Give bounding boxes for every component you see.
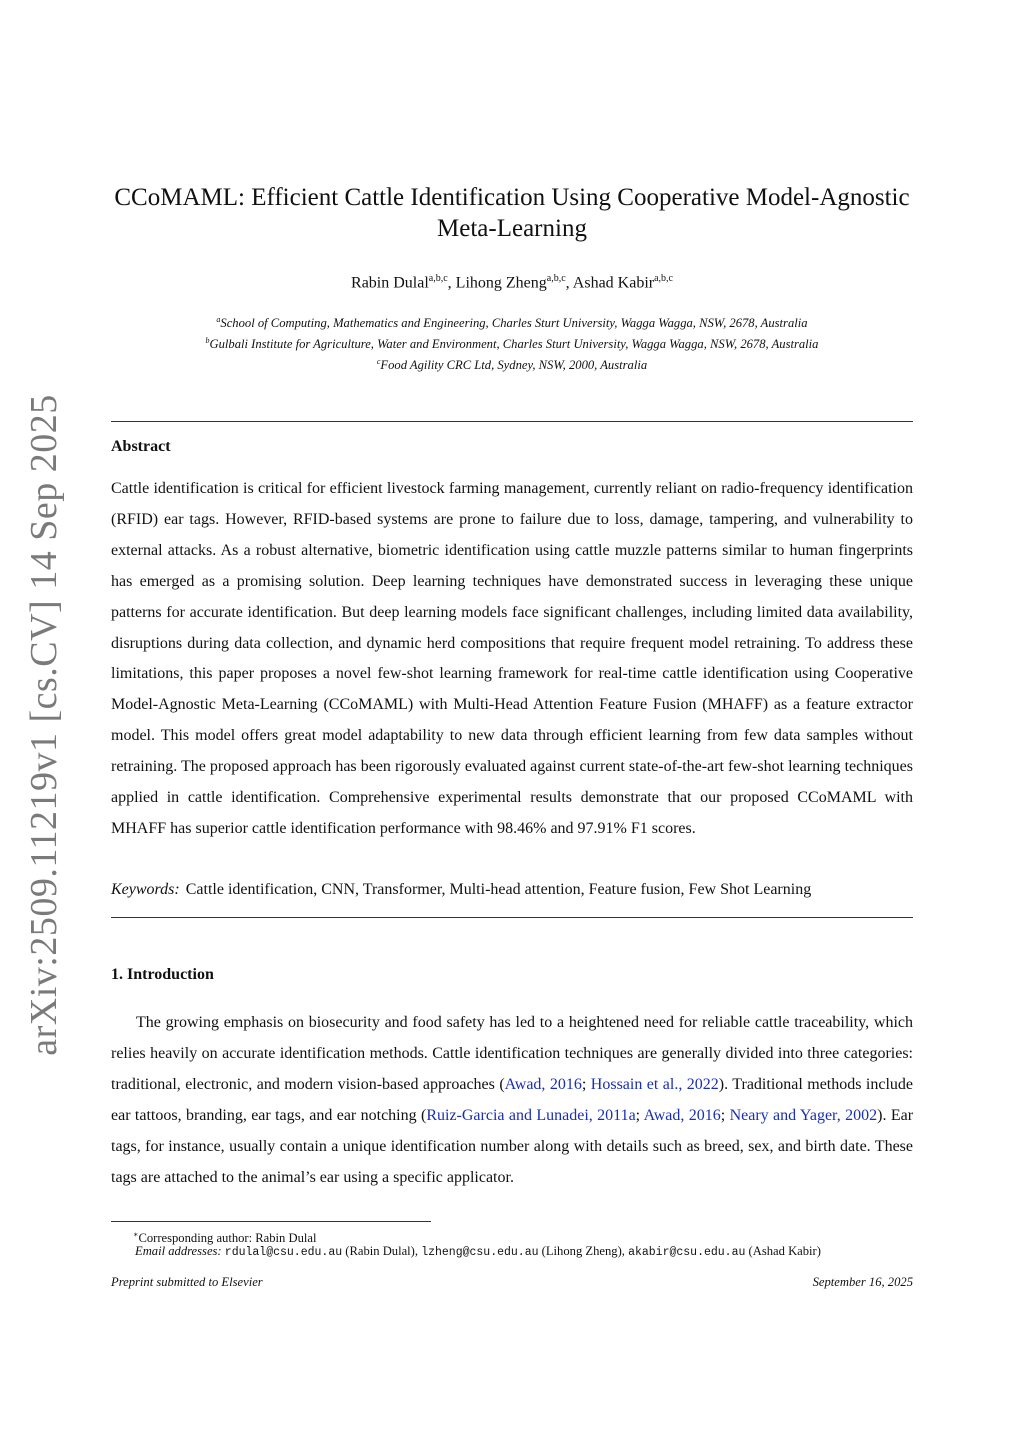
footer-submission-note: Preprint submitted to Elsevier — [111, 1275, 263, 1289]
corresponding-author-note: ∗Corresponding author: Rabin Dulal — [133, 1230, 317, 1246]
affiliation: $^c$Food Agility CRC Ltd, Sydney, NSW, 2000, Australia — [376, 357, 648, 373]
keywords-text: Cattle identification, CNN, Transformer, Multi-head attention, Feature fusion, Few Shot Learning — [185, 881, 812, 898]
citation-link[interactable]: Awad, 2016 — [504, 1075, 582, 1093]
affiliation: $^a$School of Computing, Mathematics and Engineering, Charles Sturt University, Wagga Wagga, NSW, 2678, Australia — [216, 315, 808, 331]
paper-title: CCoMAML: Efficient Cattle Identification Using Cooperative Model-Agnostic Meta-Learning — [114, 184, 910, 242]
arxiv-stamp: arXiv:2509.11219v1 [cs.CV] 14 Sep 2025 — [23, 394, 65, 1056]
introduction-heading: 1. Introduction — [111, 966, 214, 983]
introduction-paragraph: The growing emphasis on biosecurity and food safety has led to a heightened need for reliable cattle traceability, which relies heavily on accurate identification methods. Cattle identification techniques are generally divided into three categories: traditional, electronic, and modern vision-based approaches (Awad, 2016; Hossain et al., 2022). Traditional methods include ear tattoos, branding, ear tags, and ear notching (Ruiz-Garcia and Lunadei, 2011a; Awad, 2016; Neary and Yager, 2002). Ear tags, for instance, usually contain a unique identification number along with details such as breed, sex, and birth date. These tags are attached to the animal’s ear using a specific applicator. — [111, 1014, 914, 1186]
email-addresses: Email addresses: rdulal@csu.edu.au (Rabin Dulal), lzheng@csu.edu.au (Lihong Zheng), akabir@csu.edu.au (Ashad Kabir) — [135, 1244, 821, 1259]
abstract-top-rule — [111, 421, 913, 422]
affiliation-list — [100, 311, 924, 375]
author-affil-marks: a,b,c — [654, 273, 673, 284]
email-link[interactable]: akabir@csu.edu.au — [628, 1246, 746, 1259]
email-link[interactable]: lzheng@csu.edu.au — [421, 1246, 539, 1259]
citation-link[interactable]: Awad, 2016 — [643, 1106, 721, 1124]
keywords-label: Keywords: — [111, 881, 180, 898]
footer-date: September 16, 2025 — [812, 1275, 913, 1289]
keywords — [111, 881, 913, 899]
email-link[interactable]: rdulal@csu.edu.au — [224, 1246, 343, 1259]
author-name: Rabin Dulal — [351, 274, 429, 292]
citation-link[interactable]: Ruiz-Garcia and Lunadei, 2011a — [426, 1106, 636, 1124]
abstract-bottom-rule — [111, 917, 913, 918]
citation-link[interactable]: Neary and Yager, 2002 — [729, 1106, 878, 1124]
author-affil-marks: a,b,c — [428, 273, 448, 284]
author-affil-marks: a,b,c — [546, 273, 566, 284]
abstract-heading: Abstract — [111, 438, 171, 455]
author-list: Rabin Dulal$^{a,b,c}$, Lihong Zheng$^{a,b,c}$, Ashad Kabir$^{a,b,c}$ — [351, 273, 673, 292]
abstract-text: Cattle identification is critical for efficient livestock farming management, currently reliant on radio-frequency identification (RFID) ear tags. However, RFID-based systems are prone to failure due to loss, damage, tampering, and vulnerability to external attacks. As a robust alternative, biometric identification using cattle muzzle patterns similar to human fingerprints has emerged as a promising solution. Deep learning techniques have demonstrated success in leveraging these unique patterns for accurate identification. But deep learning models face significant challenges, including limited data availability, disruptions during data collection, and dynamic herd compositions that require frequent model retraining. To address these limitations, this paper proposes a novel few-shot learning framework for real-time cattle identification using Cooperative Model-Agnostic Meta-Learning (CCoMAML) with Multi-Head Attention Feature Fusion (MHAFF) as a feature extractor model. This model offers great model adaptability to new data through efficient learning from few data samples without retraining. The proposed approach has been rigorously evaluated against current state-of-the-art few-shot learning techniques applied in cattle identification. Comprehensive experimental results demonstrate that our proposed CCoMAML with MHAFF has superior cattle identification performance with 98.46% and 97.91% F1 scores. — [111, 480, 913, 837]
citation-link[interactable]: Hossain et al., 2022 — [590, 1075, 719, 1093]
author-name: Ashad Kabir — [572, 274, 655, 292]
footnote-rule — [111, 1221, 431, 1222]
affiliation: $^b$Gulbali Institute for Agriculture, Water and Environment, Charles Sturt University, Wagga Wagga, NSW, 2678, Australia — [205, 336, 819, 352]
author-name: Lihong Zheng — [455, 274, 547, 292]
